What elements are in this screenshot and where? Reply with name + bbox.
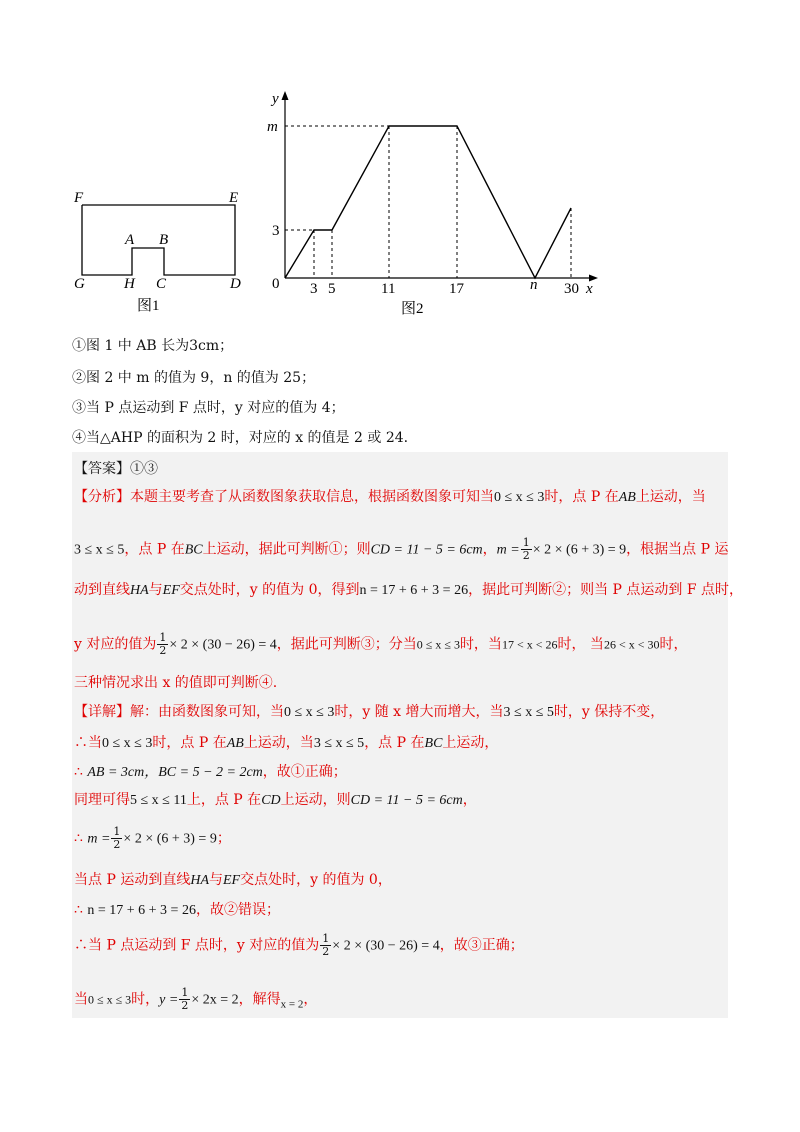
math-expr: 0 ≤ x ≤ 3 bbox=[284, 705, 335, 720]
analysis-text: 与 bbox=[148, 582, 163, 598]
label-G: G bbox=[74, 276, 85, 292]
analysis-line-5: 三种情况求出 x 的值即可判断④. bbox=[74, 675, 278, 691]
detail-text: 上运动，则 bbox=[280, 792, 351, 808]
math-expr: × 2x = 2 bbox=[191, 992, 239, 1008]
detail-line-8 bbox=[74, 933, 524, 958]
ytick-m: m bbox=[267, 119, 278, 135]
xtick-n: n bbox=[530, 277, 538, 293]
analysis-text: 时， 当 bbox=[557, 636, 604, 653]
math-expr: CD = 11 − 5 = 6cm bbox=[370, 542, 483, 558]
analysis-line-1 bbox=[74, 487, 706, 508]
math-segment: AB bbox=[226, 736, 244, 751]
math-segment: HA bbox=[130, 583, 149, 598]
detail-line-2 bbox=[74, 733, 498, 754]
analysis-text: 本题主要考查了从函数图象获取信息，根据函数图象可知当 bbox=[130, 489, 494, 505]
statement-3: ③当 P 点运动到 F 点时，y 对应的值为 4； bbox=[72, 400, 345, 416]
math-expr: 17 < x < 26 bbox=[501, 637, 558, 652]
label-C: C bbox=[156, 276, 167, 292]
math-segment: BC bbox=[424, 736, 443, 751]
statement-1: ①图 1 中 AB 长为3cm； bbox=[72, 338, 234, 354]
math-expr: 3 ≤ x ≤ 5 bbox=[503, 705, 554, 720]
math-expr: 0 ≤ x ≤ 3 bbox=[88, 992, 132, 1007]
xtick-17: 17 bbox=[449, 281, 464, 297]
xtick-3: 3 bbox=[310, 281, 318, 297]
detail-line-7 bbox=[74, 900, 280, 921]
math-segment: AB bbox=[618, 490, 636, 505]
analysis-line-4 bbox=[74, 632, 687, 657]
detail-text: ，解得 bbox=[238, 991, 281, 1008]
xtick-30: 30 bbox=[564, 281, 579, 297]
detail-line-5 bbox=[74, 826, 231, 851]
math-segment: CD bbox=[261, 793, 281, 808]
math-expr: m = bbox=[87, 831, 111, 847]
detail-text: 同理可得 bbox=[74, 792, 130, 808]
math-expr: 5 ≤ x ≤ 11 bbox=[130, 793, 187, 808]
math-expr: y = bbox=[159, 992, 179, 1008]
label-D: D bbox=[230, 276, 241, 292]
detail-line-1 bbox=[74, 702, 664, 723]
math-segment: HA bbox=[190, 873, 209, 888]
detail-text: ∴当 P 点运动到 F 点时，y 对应的值为 bbox=[74, 937, 320, 954]
math-expr: CD = 11 − 5 = 6cm bbox=[350, 793, 463, 808]
detail-text: ∴ bbox=[74, 830, 88, 847]
label-E: E bbox=[229, 190, 239, 206]
xtick-5: 5 bbox=[328, 281, 336, 297]
detail-text: 与 bbox=[209, 872, 223, 888]
statement-4: ④当△AHP 的面积为 2 时，对应的 x 的值是 2 或 24. bbox=[72, 430, 409, 446]
fraction: $\frac{1}{2}$ bbox=[522, 536, 530, 562]
detail-text: 时，点 P 在 bbox=[152, 735, 227, 751]
analysis-text: 时， bbox=[659, 636, 688, 653]
math-expr: n = 17 + 6 + 3 = 26 bbox=[87, 903, 196, 918]
fraction: $\frac{1}{2}$ bbox=[181, 986, 189, 1012]
label-A: A bbox=[125, 232, 135, 248]
detail-text: ∴ bbox=[74, 902, 88, 918]
detail-text: ∴ bbox=[74, 764, 88, 780]
math-expr: × 2 × (6 + 3) = 9 bbox=[123, 831, 217, 847]
analysis-text: ，点 P 在 bbox=[124, 541, 185, 558]
math-expr: 0 ≤ x ≤ 3 bbox=[494, 490, 545, 505]
detail-text: 时，y 保持不变， bbox=[553, 704, 665, 720]
detail-text: 当点 P 运动到直线 bbox=[74, 872, 191, 888]
math-expr: × 2 × (6 + 3) = 9 bbox=[532, 542, 627, 558]
analysis-text: 时，点 P 在 bbox=[544, 489, 619, 505]
math-expr: x = 2 bbox=[280, 998, 304, 1011]
figure-2-graph bbox=[260, 85, 610, 320]
analysis-text: 动到直线 bbox=[74, 582, 130, 598]
math-expr: AB = 3cm，BC = 5 − 2 = 2cm bbox=[87, 765, 263, 780]
figure-1-caption: 图1 bbox=[137, 298, 160, 314]
detail-line-3 bbox=[74, 762, 347, 783]
math-expr: × 2 × (30 − 26) = 4 bbox=[332, 938, 440, 954]
answer-value: ①③ bbox=[130, 461, 158, 477]
origin-label: 0 bbox=[272, 276, 280, 292]
detail-text: 解：由函数图象可知，当 bbox=[130, 704, 284, 720]
figure-2-caption: 图2 bbox=[401, 301, 424, 317]
detail-text: ∴当 bbox=[74, 735, 102, 751]
detail-text: ，故①正确； bbox=[262, 764, 347, 780]
detail-text: ，点 P 在 bbox=[364, 735, 425, 751]
detail-text: ， bbox=[303, 991, 318, 1008]
math-expr: 3 ≤ x ≤ 5 bbox=[313, 736, 365, 751]
xtick-11: 11 bbox=[381, 281, 396, 297]
analysis-text: 上运动，据此可判断①；则 bbox=[202, 541, 371, 558]
math-expr: 3 ≤ x ≤ 5 bbox=[74, 542, 125, 558]
math-expr: m = bbox=[496, 542, 520, 558]
detail-text: 交点处时，y 的值为 0， bbox=[240, 872, 392, 888]
detail-text: ，故②错误； bbox=[195, 902, 280, 918]
math-segment: EF bbox=[223, 873, 241, 888]
analysis-text: ，据此可判断③；分当 bbox=[276, 636, 417, 653]
analysis-text: 时，当 bbox=[459, 636, 502, 653]
analysis-line-3 bbox=[74, 580, 743, 601]
math-expr: 0 ≤ x ≤ 3 bbox=[102, 736, 153, 751]
detail-line-4 bbox=[74, 790, 477, 811]
detail-tag: 【详解】 bbox=[74, 704, 130, 720]
math-expr: × 2 × (30 − 26) = 4 bbox=[169, 637, 277, 653]
axis-label-x: x bbox=[586, 281, 593, 297]
label-H: H bbox=[124, 276, 135, 292]
fraction: $\frac{1}{2}$ bbox=[113, 825, 121, 851]
detail-line-9 bbox=[74, 987, 317, 1015]
label-F: F bbox=[74, 190, 84, 206]
detail-text: 上运动， bbox=[442, 735, 499, 751]
axis-label-y: y bbox=[272, 91, 279, 107]
ytick-3: 3 bbox=[272, 223, 280, 239]
graph-line bbox=[285, 126, 571, 278]
analysis-text: y 对应的值为 bbox=[74, 636, 157, 653]
analysis-text: ，根据当点 P 运 bbox=[626, 541, 729, 558]
math-segment: BC bbox=[184, 542, 203, 558]
detail-line-6 bbox=[74, 870, 392, 891]
answer-tag: 【答案】 bbox=[74, 461, 130, 477]
analysis-text: 上运动，当 bbox=[635, 489, 706, 505]
answer-line bbox=[74, 459, 158, 479]
label-B: B bbox=[159, 232, 169, 248]
analysis-line-2 bbox=[74, 537, 728, 562]
detail-text: 时，y 随 x 增大而增大，当 bbox=[334, 704, 504, 720]
analysis-text: ，据此可判断②；则当 P 点运动到 F 点时， bbox=[468, 582, 744, 598]
figure-1-diagram bbox=[60, 180, 260, 315]
math-expr: 26 < x < 30 bbox=[603, 637, 660, 652]
detail-text: 当 bbox=[74, 991, 88, 1008]
fraction: $\frac{1}{2}$ bbox=[159, 631, 167, 657]
detail-text: ， bbox=[462, 792, 477, 808]
detail-text: 时， bbox=[131, 991, 160, 1008]
math-expr: 0 ≤ x ≤ 3 bbox=[416, 637, 460, 652]
detail-text: ，故③正确； bbox=[439, 937, 524, 954]
analysis-text: ， bbox=[482, 541, 497, 558]
detail-text: 上运动，当 bbox=[243, 735, 314, 751]
analysis-tag: 【分析】 bbox=[74, 489, 130, 505]
fraction: $\frac{1}{2}$ bbox=[322, 932, 330, 958]
analysis-text: 交点处时，y 的值为 0，得到 bbox=[179, 582, 360, 598]
math-expr: n = 17 + 6 + 3 = 26 bbox=[359, 583, 469, 598]
detail-text: ； bbox=[216, 830, 231, 847]
math-segment: EF bbox=[162, 583, 180, 598]
statement-2: ②图 2 中 m 的值为 9，n 的值为 25； bbox=[72, 370, 316, 386]
detail-text: 上，点 P 在 bbox=[186, 792, 262, 808]
y-axis-arrow bbox=[282, 91, 289, 100]
